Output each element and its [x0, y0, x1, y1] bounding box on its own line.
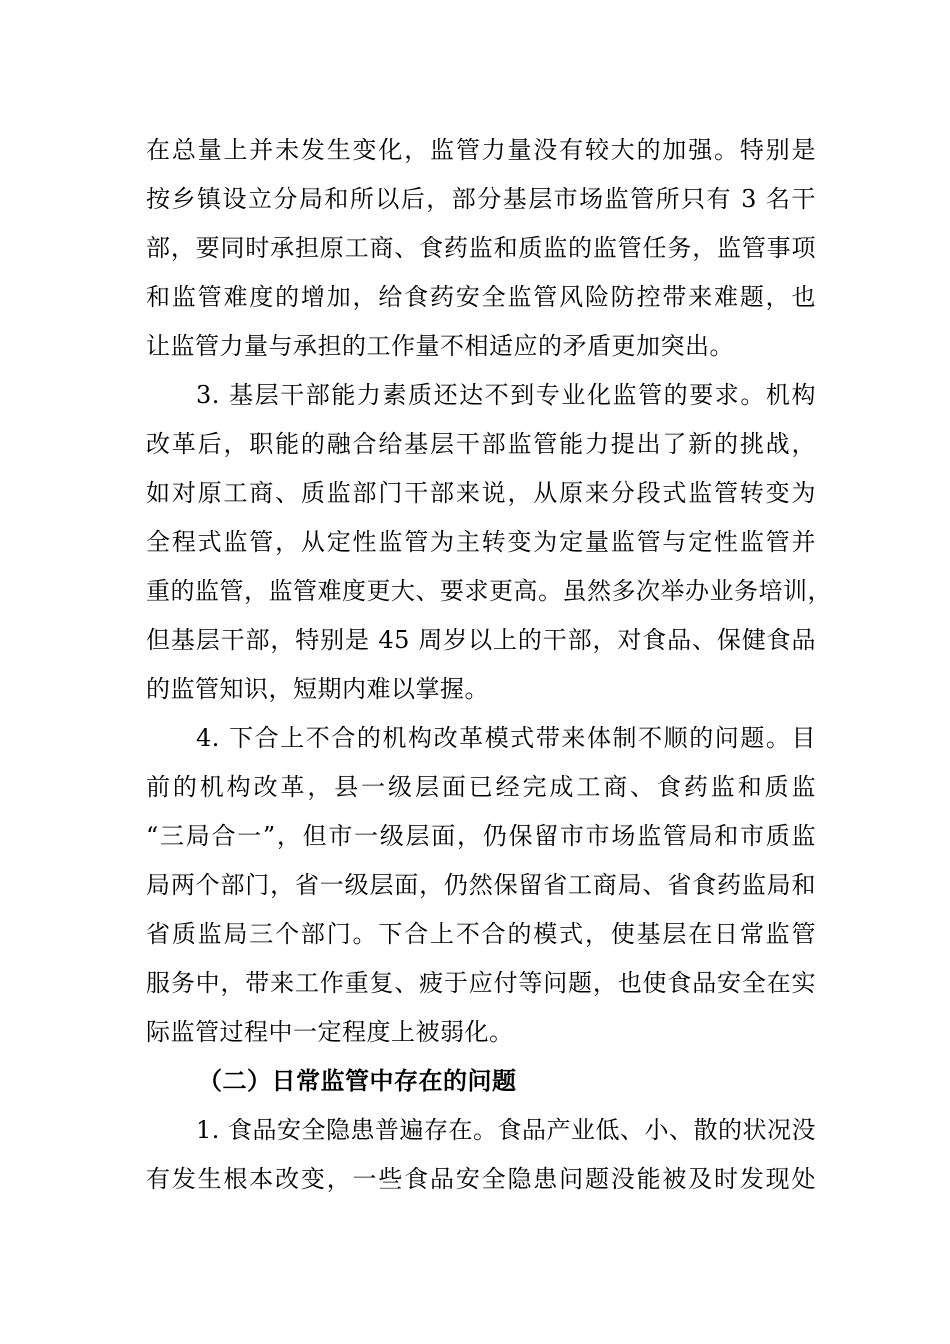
text-line: 际监管过程中一定程度上被弱化。 [146, 1018, 514, 1046]
paragraph-3-start: 3. 基层干部能力素质还达不到专业化监管的要求。机构 [196, 381, 816, 409]
text-line: 前的机构改革，县一级层面已经完成工商、食药监和质监 [146, 773, 816, 801]
text-line: 的监管知识，短期内难以掌握。 [146, 675, 489, 703]
text-line: 重的监管，监管难度更大、要求更高。虽然多次举办业务培训， [146, 577, 832, 605]
text-line: 局两个部门，省一级层面，仍然保留省工商局、省食药监局和 [146, 871, 816, 899]
text-line: 在总量上并未发生变化，监管力量没有较大的加强。特别是 [146, 136, 816, 164]
paragraph-4-start: 4. 下合上不合的机构改革模式带来体制不顺的问题。目 [196, 724, 816, 752]
text-line: 但基层干部，特别是 45 周岁以上的干部，对食品、保健食品 [146, 626, 816, 654]
text-line: 如对原工商、质监部门干部来说，从原来分段式监管转变为 [146, 479, 816, 507]
text-line: 服务中，带来工作重复、疲于应付等问题，也使食品安全在实 [146, 969, 816, 997]
document-body [146, 126, 832, 1204]
text-line: 按乡镇设立分局和所以后，部分基层市场监管所只有 3 名干 [146, 185, 816, 213]
text-line: 全程式监管，从定性监管为主转变为定量监管与定性监管并 [146, 528, 816, 556]
text-line: 省质监局三个部门。下合上不合的模式，使基层在日常监管 [146, 920, 816, 948]
paragraph-1-start: 1. 食品安全隐患普遍存在。食品产业低、小、散的状况没 [196, 1116, 817, 1144]
text-line: 改革后，职能的融合给基层干部监管能力提出了新的挑战， [146, 430, 816, 458]
text-line: 有发生根本改变，一些食品安全隐患问题没能被及时发现处 [146, 1165, 816, 1193]
text-line: “三局合一”，但市一级层面，仍保留市市场监管局和市质监 [146, 822, 816, 850]
section-heading: （二）日常监管中存在的问题 [198, 1067, 517, 1095]
text-line: 部，要同时承担原工商、食药监和质监的监管任务，监管事项 [146, 234, 816, 262]
text-line: 让监管力量与承担的工作量不相适应的矛盾更加突出。 [146, 332, 734, 360]
text-line: 和监管难度的增加，给食药安全监管风险防控带来难题，也 [146, 283, 816, 311]
